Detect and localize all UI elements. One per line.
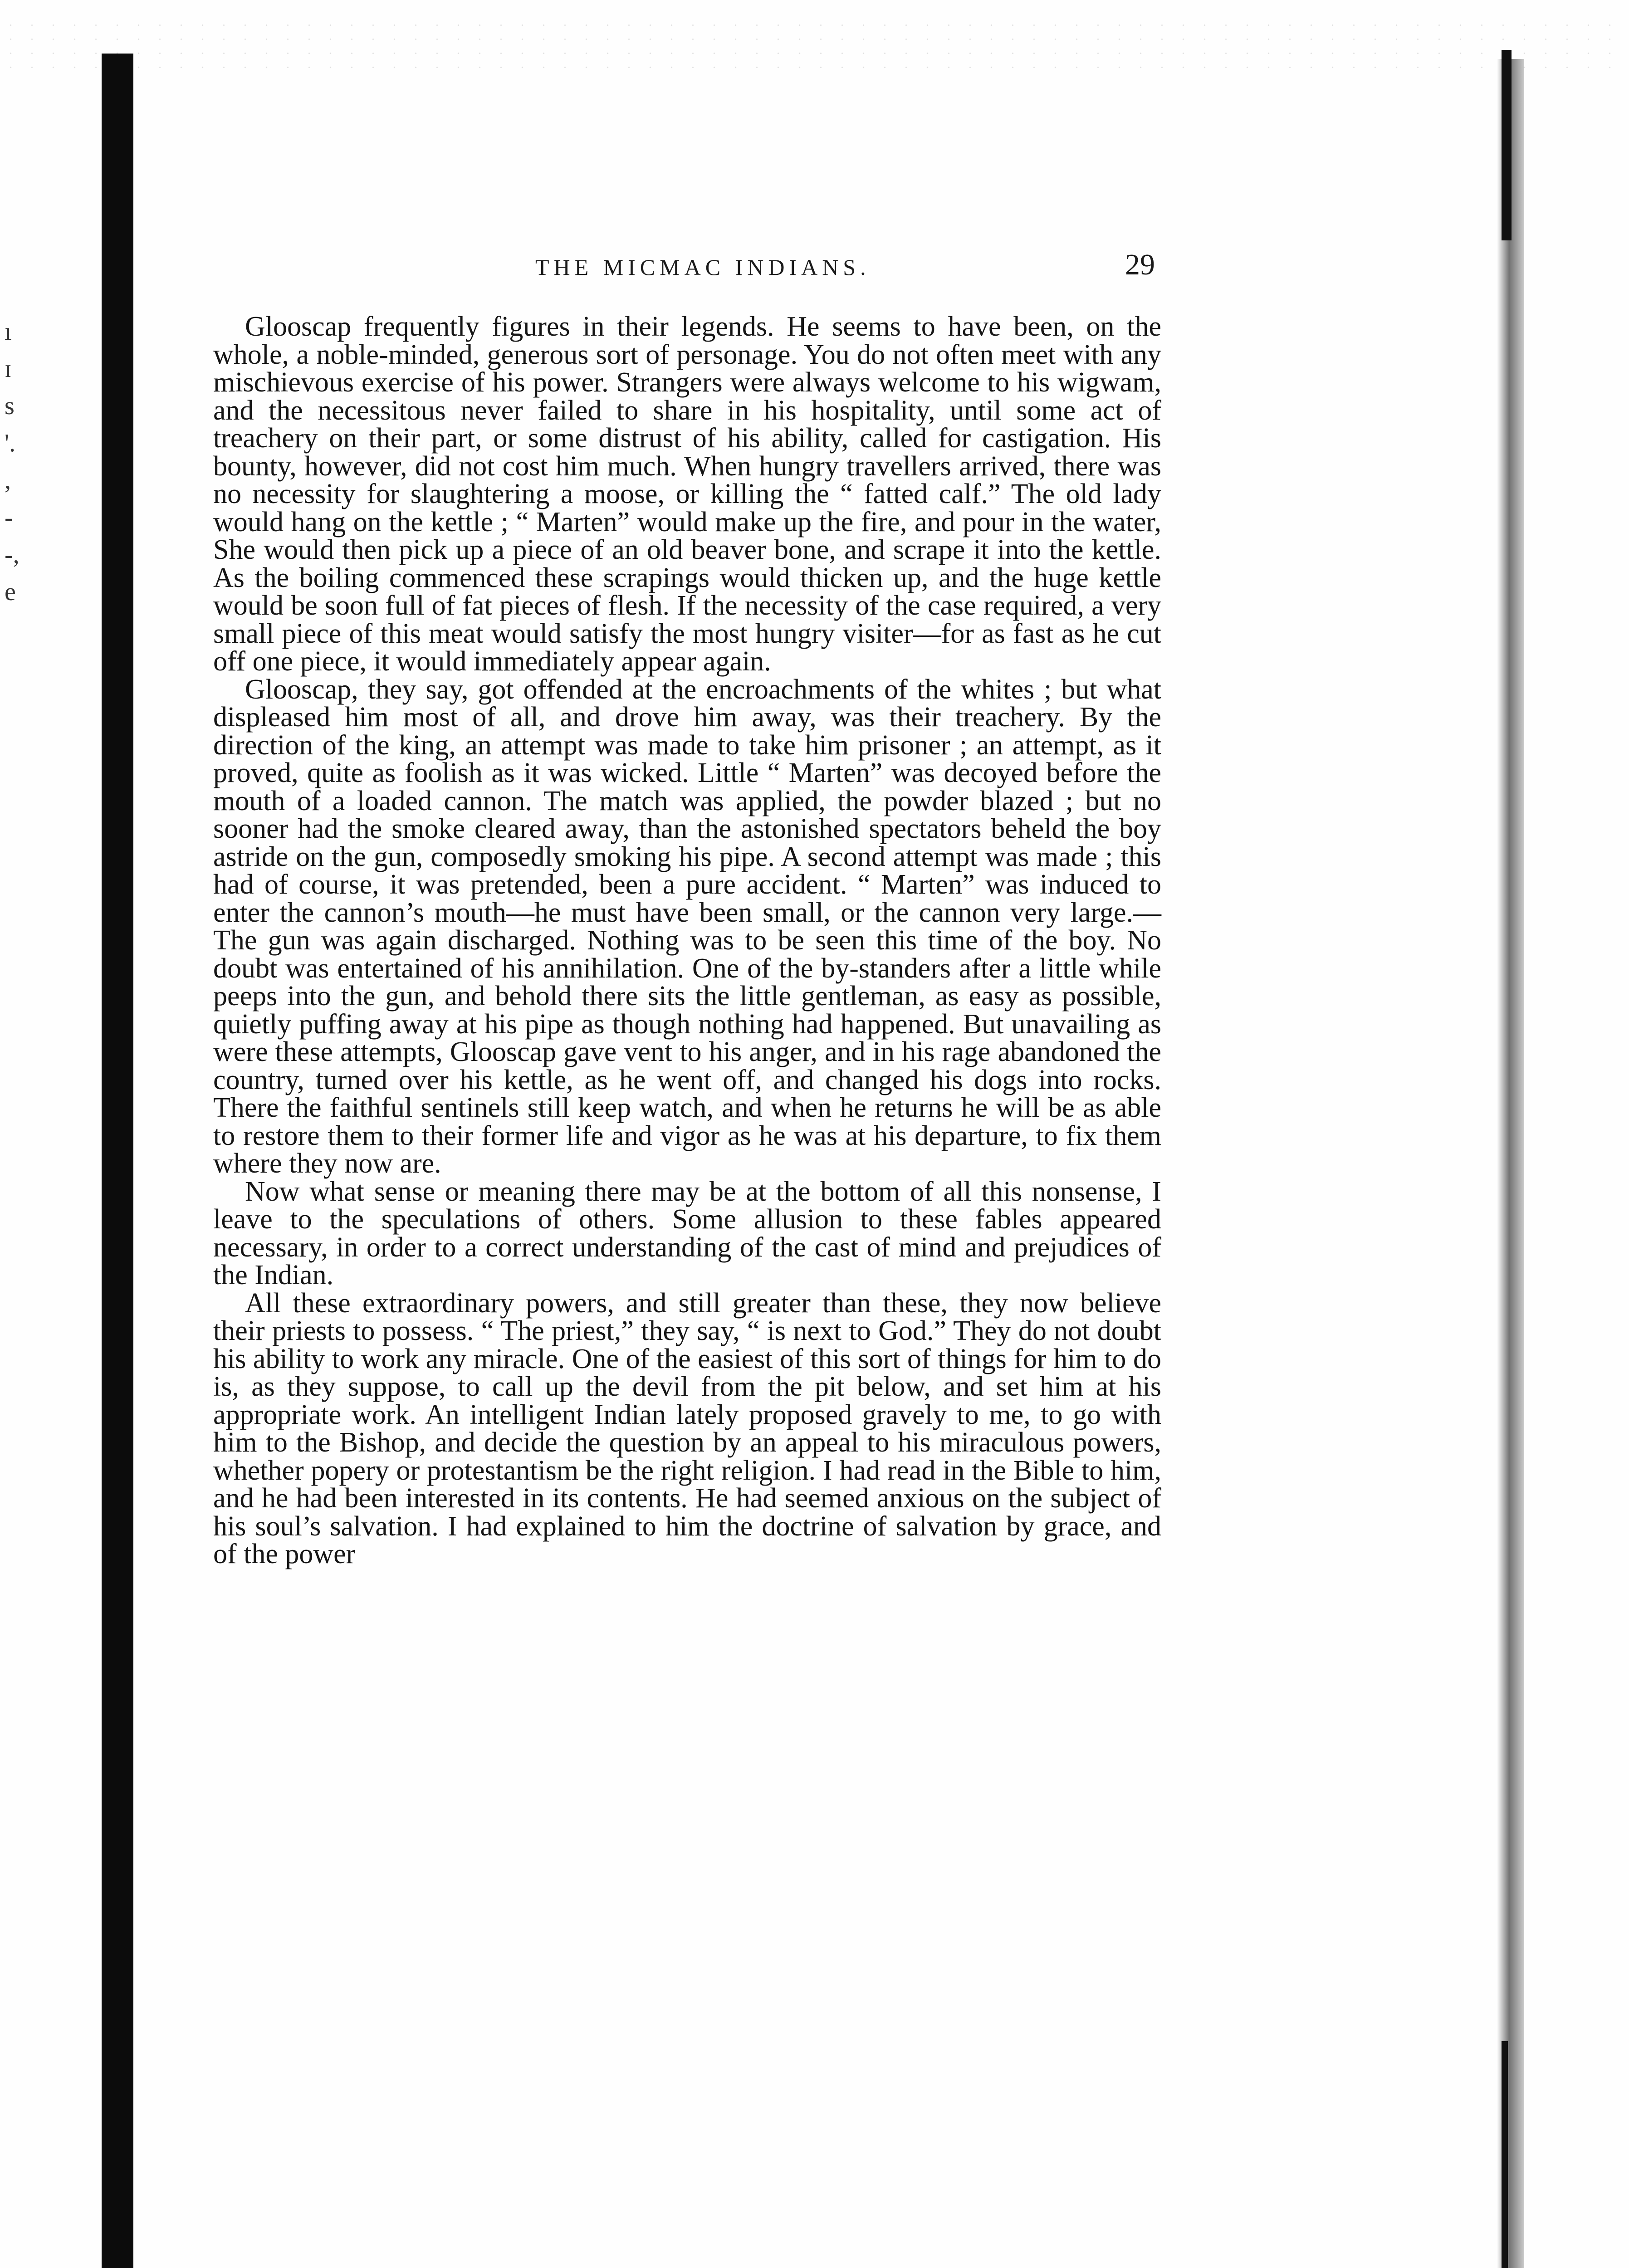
book-spine-shadow	[102, 54, 133, 2268]
body-text	[213, 313, 1161, 1569]
page-curl-mark	[1465, 2041, 1508, 2268]
page-edge-dark-mark	[1502, 50, 1512, 240]
margin-mark: ɪ	[5, 355, 12, 383]
margin-mark: ı	[5, 318, 12, 346]
margin-mark: '.	[5, 429, 16, 457]
page-edge-shadow	[1497, 59, 1524, 2268]
paragraph-sense-meaning: Now what sense or meaning there may be at the bottom of all this nonsense, I leave to the speculations of others. Some allusion to these fables appeared necessary, in order to a correct understanding of the cast of mind and prejudices of the Indian.	[213, 1176, 1161, 1290]
margin-mark: -	[5, 503, 13, 532]
margin-show-through	[5, 313, 32, 611]
running-head: THE MICMAC INDIANS.	[535, 254, 871, 280]
margin-mark: e	[5, 578, 16, 606]
paragraph-glooscap-offended: Glooscap, they say, got offended at the encroachments of the whites ; but what displeased him most of all, and drove him away, was their treachery. By the direction of the king, an attempt was made to take him prisoner ; an attempt, as it proved, quite as foolish as it was wicked. Little “ Marten” was decoyed before the mouth of a loaded cannon. The match was applied, the powder blazed ; but no sooner had the smoke cleared away, than the astonished spectators beheld the boy astride on the gun, composedly smoking his pipe. A second attempt was made ; this had of course, it was pretended, been a pure accident. “ Marten” was induced to enter the cannon’s mouth—he must have been small, or the cannon very large.—The gun was again discharged. Nothing was to be seen this time of the boy. No doubt was entertained of his annihilation. One of the by-standers after a little while peeps into the gun, and behold there sits the little gentleman, as easy as possible, quietly puffing away at his pipe as though nothing had happened. But unavailing as were these attempts, Glooscap gave vent to his anger, and in his rage abandoned the country, turned over his kettle, as he went off, and changed his dogs into rocks. There the faithful sentinels still keep watch, and when he returns he will be as able to restore them to their former life and vigor as he was at his departure, to fix them where they now are.	[213, 674, 1161, 1179]
margin-mark: ,	[5, 466, 11, 494]
paragraph-glooscap-legends: Glooscap frequently figures in their legends. He seems to have been, on the whole, a noble-minded, generous sort of personage. You do not often meet with any mischievous exercise of his power. Strangers were always welcome to his wigwam, and the necessitous never failed to share in his hospitality, until some act of treachery on their part, or some distrust of his ability, called for castigation. His bounty, however, did not cost him much. When hungry travellers arrived, there was no necessity for slaughtering a moose, or killing the “ fatted calf.” The old lady would hang on the kettle ; “ Marten” would make up the fire, and pour in the water, She would then pick up a piece of an old beaver bone, and scrape it into the kettle. As the boiling commenced these scrapings would thicken up, and the huge kettle would be soon full of fat pieces of flesh. If the necessity of the case required, a very small piece of this meat would satisfy the most hungry visiter—for as fast as he cut off one piece, it would immediately appear again.	[213, 311, 1161, 677]
scan-noise	[0, 18, 1629, 73]
margin-mark: -,	[5, 541, 20, 569]
paragraph-priests-powers: All these extraordinary powers, and still greater than these, they now believe their priests to possess. “ The priest,” they say, “ is next to God.” They do not doubt his ability to work any miracle. One of the easiest of this sort of things for him to do is, as they suppose, to call up the devil from the pit below, and set him at his appropriate work. An intelligent Indian lately proposed gravely to me, to go with him to the Bishop, and decide the question by an appeal to his miraculous powers, whether popery or protestantism be the right religion. I had read in the Bible to him, and he had been interested in its contents. He had seemed anxious on the subject of his soul’s salvation. I had explained to him the doctrine of salvation by grace, and of the power	[213, 1287, 1161, 1569]
margin-mark: s	[5, 392, 15, 420]
page-number: 29	[1125, 248, 1155, 281]
